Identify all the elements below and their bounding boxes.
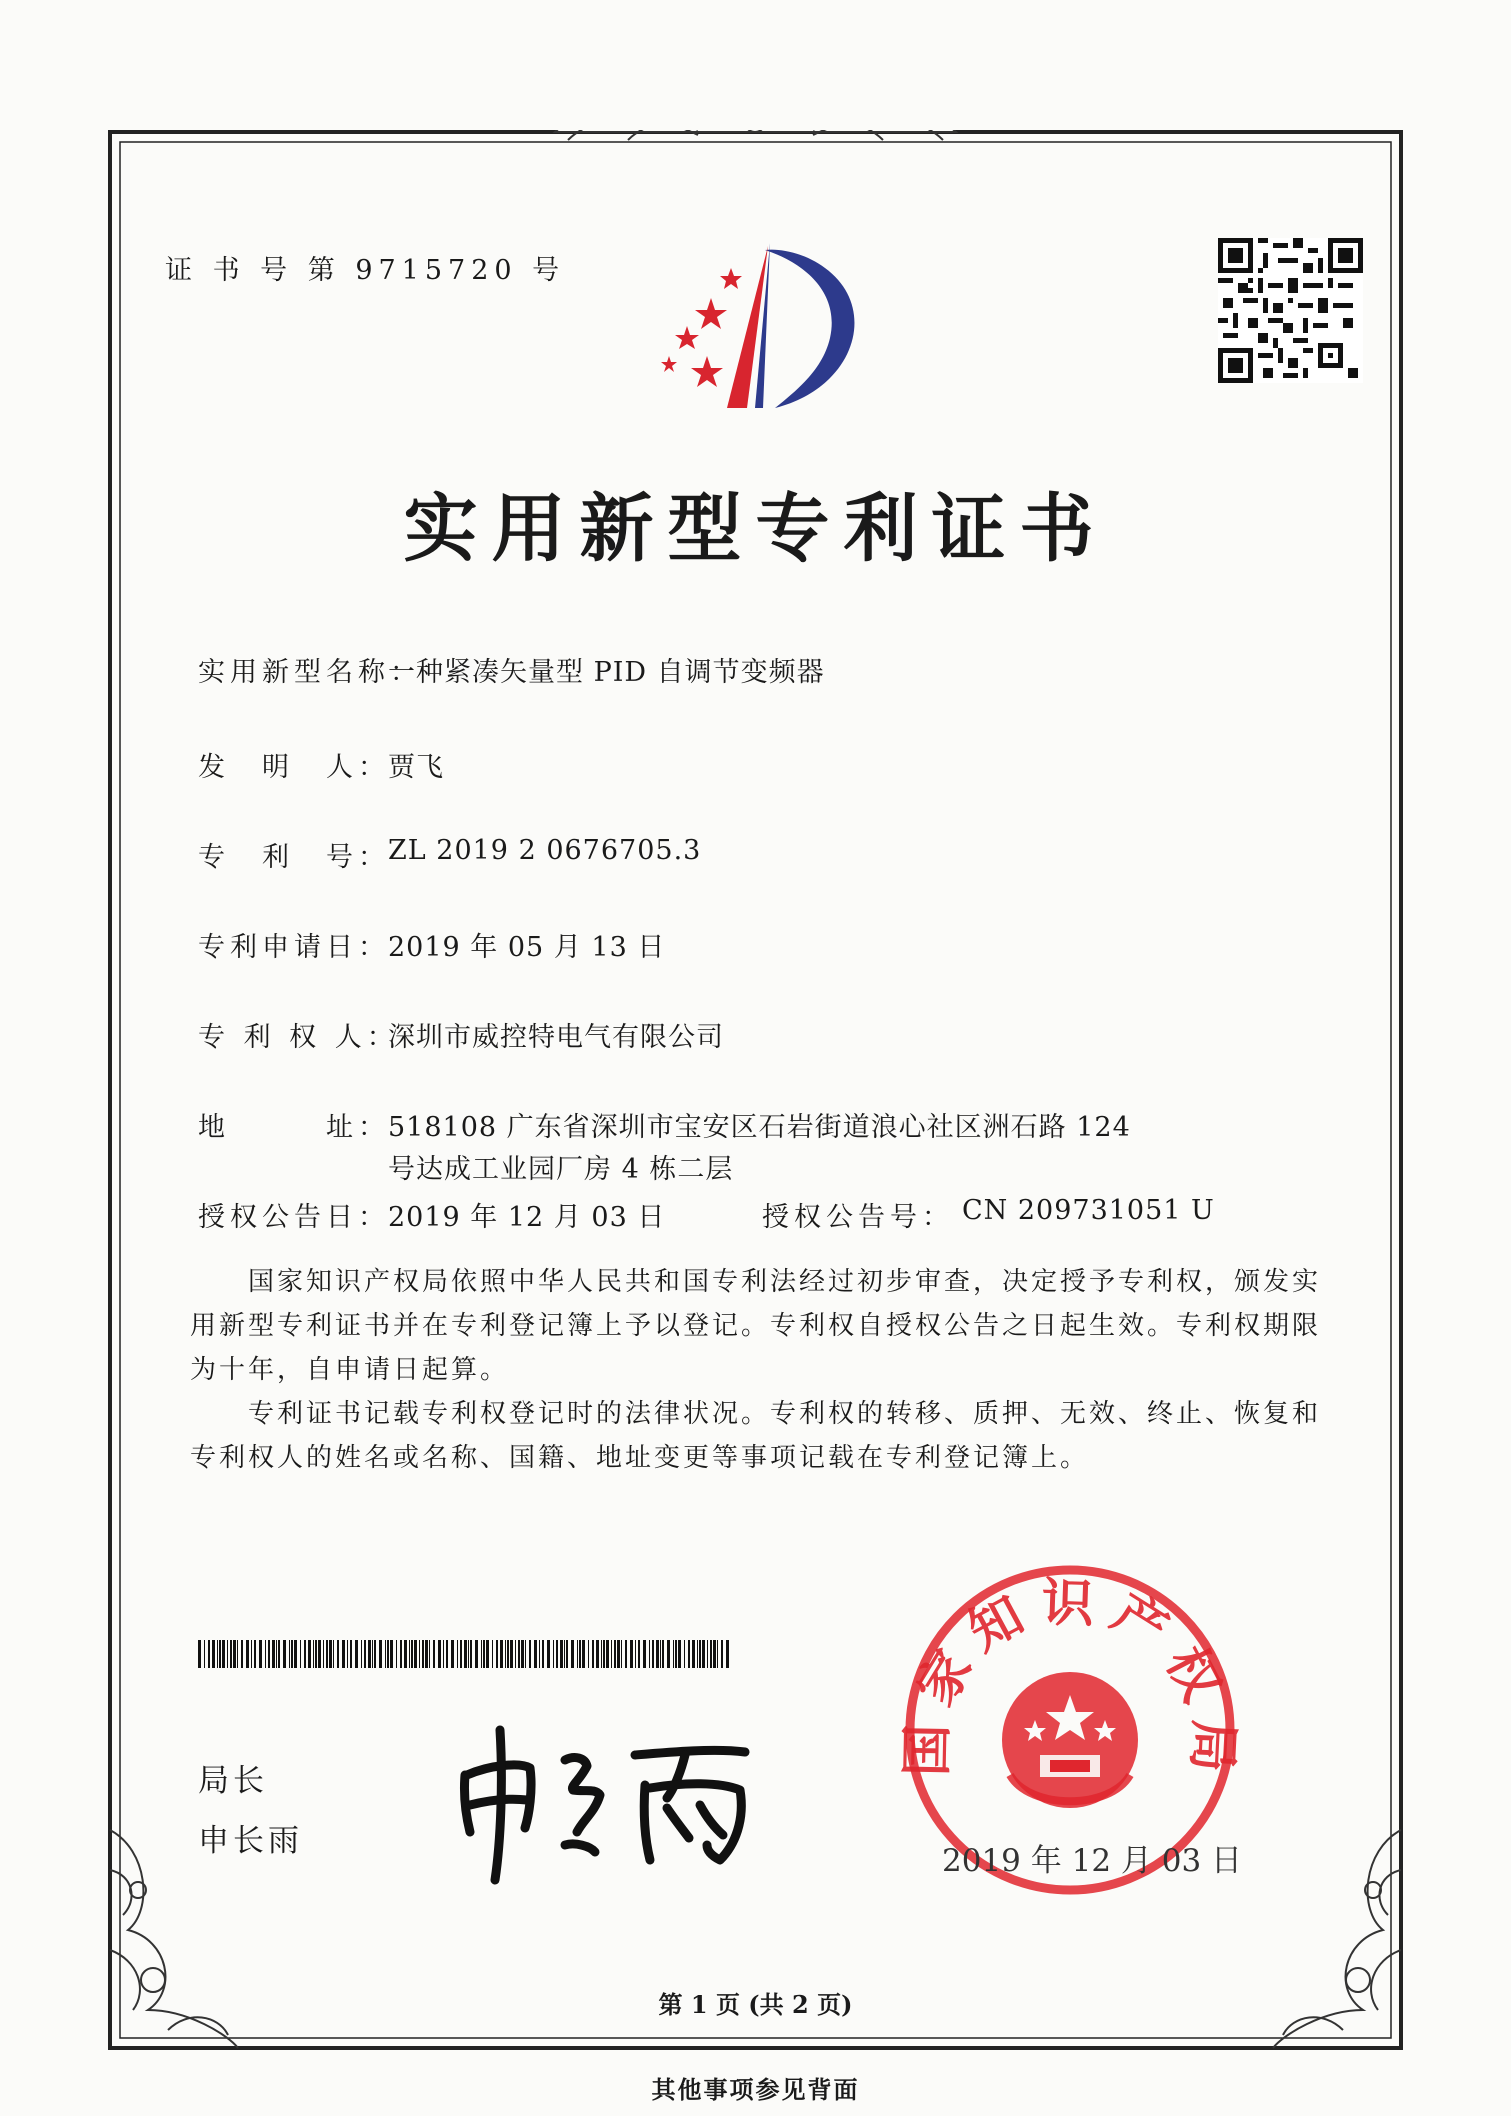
address-value-line1: 518108 广东省深圳市宝安区石岩街道浪心社区洲石路 124 [388, 1112, 1131, 1143]
cnipa-logo [655, 238, 885, 418]
signatory-name: 申长雨 [198, 1823, 303, 1859]
barcode-bar [566, 1640, 568, 1668]
barcode-bar [396, 1640, 397, 1668]
barcode-bar [577, 1640, 578, 1668]
grant-number-label: 授权公告号： [762, 1202, 954, 1233]
barcode-bar [481, 1640, 482, 1668]
barcode-bar [254, 1640, 256, 1668]
barcode-bar [596, 1640, 599, 1668]
barcode-bar [291, 1640, 293, 1668]
barcode-bar [379, 1640, 382, 1668]
star-icon [691, 356, 723, 387]
barcode-bar [635, 1640, 636, 1668]
barcode-bar [219, 1640, 221, 1668]
barcode-bar [721, 1640, 723, 1668]
barcode-bar [237, 1640, 238, 1668]
barcode-bar [621, 1640, 622, 1668]
barcode-bar [315, 1640, 317, 1668]
barcode-bar [222, 1640, 225, 1668]
certificate-title: 实用新型专利证书 [403, 486, 1108, 572]
barcode-bar [710, 1640, 712, 1668]
barcode-bar [241, 1640, 243, 1668]
barcode-bar [525, 1640, 526, 1668]
barcode-bar [588, 1640, 589, 1668]
barcode-bar [638, 1640, 640, 1668]
barcode-bar [564, 1640, 565, 1668]
barcode-bar [673, 1640, 674, 1668]
page-indicator: 第 1 页 (共 2 页) [658, 1990, 853, 2019]
patent-number-value: ZL 2019 2 0676705.3 [388, 835, 702, 866]
barcode-bar [409, 1640, 410, 1668]
barcode-bar [656, 1640, 659, 1668]
barcode-bar [404, 1640, 407, 1668]
barcode-bar [259, 1640, 262, 1668]
barcode-bar [534, 1640, 537, 1668]
barcode-bar [529, 1640, 531, 1668]
barcode-bar [414, 1640, 417, 1668]
filing-date-label: 专利申请日： [198, 932, 390, 963]
barcode-bar [707, 1640, 708, 1668]
barcode-bar [556, 1640, 558, 1668]
barcode-bar [227, 1640, 228, 1668]
barcode-bar [697, 1640, 698, 1668]
patent-number-label: 专 利 号： [198, 842, 390, 873]
barcode-bar [433, 1640, 435, 1668]
barcode-bar [411, 1640, 413, 1668]
barcode-bar [726, 1640, 729, 1668]
barcode-bar [468, 1640, 469, 1668]
barcode-bar [374, 1640, 376, 1668]
barcode-bar [289, 1640, 290, 1668]
barcode-bar [660, 1640, 661, 1668]
barcode-bar [333, 1640, 334, 1668]
barcode-bar [675, 1640, 677, 1668]
barcode-bar [486, 1640, 489, 1668]
seal-date: 2019 年 12 月 03 日 [942, 1843, 1243, 1879]
barcode-bar [372, 1640, 373, 1668]
barcode-bar [265, 1640, 266, 1668]
grant-date-value: 2019 年 12 月 03 日 [388, 1202, 666, 1233]
barcode-bar [510, 1640, 513, 1668]
barcode-bar [419, 1640, 420, 1668]
barcode-bar [208, 1640, 210, 1668]
barcode-bar [337, 1640, 339, 1668]
barcode-bar [606, 1640, 609, 1668]
handwritten-signature [445, 1720, 765, 1890]
barcode-bar [692, 1640, 695, 1668]
barcode-bar [350, 1640, 352, 1668]
star-icon [720, 268, 742, 289]
barcode-bar [475, 1640, 478, 1668]
barcode-bar [347, 1640, 348, 1668]
barcode-bar [614, 1640, 616, 1668]
barcode-bar [451, 1640, 454, 1668]
barcode-bar [460, 1640, 462, 1668]
barcode-bar [204, 1640, 205, 1668]
barcode-bar [601, 1640, 602, 1668]
barcode-bar [304, 1640, 306, 1668]
barcode-bar [443, 1640, 444, 1668]
barcode-bar [515, 1640, 516, 1668]
barcode-bar [678, 1640, 681, 1668]
barcode-bar [300, 1640, 301, 1668]
svg-text:国家知识产权局: 国家知识产权局 [900, 1572, 1240, 1788]
barcode-bar [542, 1640, 544, 1668]
barcode-bar [355, 1640, 358, 1668]
barcode-bar [217, 1640, 218, 1668]
barcode-bar [438, 1640, 441, 1668]
barcode-bar [662, 1640, 664, 1668]
barcode-bar [368, 1640, 371, 1668]
inventor-label: 发 明 人： [198, 752, 390, 783]
barcode-bar [684, 1640, 685, 1668]
barcode-bar [521, 1640, 524, 1668]
utility-model-name-label: 实用新型名称： [198, 657, 422, 688]
barcode-bar [276, 1640, 277, 1668]
barcode-bar [251, 1640, 252, 1668]
top-ornament [555, 130, 956, 140]
star-icon [695, 298, 727, 329]
barcode-bar [464, 1640, 467, 1668]
barcode [198, 1640, 730, 1668]
barcode-bar [643, 1640, 646, 1668]
body-paragraph: 国家知识产权局依照中华人民共和国专利法经过初步审查，决定授予专利权，颁发实用新型专利证书并在专利登记簿上予以登记。专利权自授权公告之日起生效。专利权期限为十年，自申请日起算。 [190, 1267, 1322, 1385]
barcode-bar [505, 1640, 506, 1668]
barcode-bar [547, 1640, 550, 1668]
barcode-bar [308, 1640, 311, 1668]
certificate-number: 证 书 号 第 9715720 号 [165, 255, 566, 286]
body-paragraph: 专利证书记载专利权登记时的法律状况。专利权的转移、质押、无效、终止、恢复和专利权人的姓名或名称、国籍、地址变更等事项记载在专利登记簿上。 [190, 1399, 1322, 1473]
barcode-bar [617, 1640, 620, 1668]
barcode-bar [625, 1640, 627, 1668]
barcode-bar [457, 1640, 458, 1668]
barcode-bar [500, 1640, 503, 1668]
barcode-bar [198, 1640, 201, 1668]
barcode-bar [318, 1640, 321, 1668]
barcode-bar [688, 1640, 690, 1668]
barcode-bar [553, 1640, 554, 1668]
barcode-bar [603, 1640, 605, 1668]
inventor-value: 贾飞 [388, 752, 444, 783]
barcode-bar [560, 1640, 563, 1668]
footer-note: 其他事项参见背面 [651, 2075, 860, 2104]
grant-date-label: 授权公告日： [198, 1202, 390, 1233]
barcode-bar [699, 1640, 701, 1668]
barcode-bar [212, 1640, 215, 1668]
star-icon [661, 356, 677, 372]
barcode-bar [364, 1640, 366, 1668]
barcode-bar [361, 1640, 362, 1668]
barcode-bar [611, 1640, 612, 1668]
barcode-bar [283, 1640, 286, 1668]
barcode-bar [702, 1640, 705, 1668]
barcode-bar [278, 1640, 280, 1668]
barcode-bar [233, 1640, 236, 1668]
barcode-bar [429, 1640, 430, 1668]
patentee-label: 专 利 权 人： [198, 1022, 399, 1053]
barcode-bar [230, 1640, 232, 1668]
barcode-bar [400, 1640, 402, 1668]
patentee-value: 深圳市威控特电气有限公司 [388, 1022, 724, 1053]
utility-model-name-value: 一种紧凑矢量型 PID 自调节变频器 [388, 657, 825, 688]
barcode-bar [323, 1640, 324, 1668]
qr-code [1218, 238, 1363, 383]
barcode-bar [342, 1640, 345, 1668]
barcode-bar [387, 1640, 389, 1668]
address-label: 地 址： [198, 1112, 390, 1143]
barcode-bar [326, 1640, 328, 1668]
barcode-bar [483, 1640, 485, 1668]
barcode-bar [425, 1640, 428, 1668]
address-value-line2: 号达成工业园厂房 4 栋二层 [388, 1154, 734, 1185]
barcode-bar [313, 1640, 314, 1668]
filing-date-value: 2019 年 05 月 13 日 [388, 932, 666, 963]
barcode-bar [667, 1640, 670, 1668]
barcode-bar [470, 1640, 472, 1668]
barcode-bar [329, 1640, 332, 1668]
barcode-bar [492, 1640, 493, 1668]
barcode-bar [649, 1640, 650, 1668]
barcode-bar [713, 1640, 716, 1668]
barcode-bar [652, 1640, 654, 1668]
barcode-bar [446, 1640, 448, 1668]
barcode-bar [571, 1640, 574, 1668]
barcode-bar [579, 1640, 581, 1668]
barcode-bar [592, 1640, 594, 1668]
barcode-bar [507, 1640, 509, 1668]
signatory-title: 局长 [198, 1763, 268, 1799]
star-icon [675, 326, 699, 349]
certificate-body [190, 1260, 1345, 1480]
barcode-bar [246, 1640, 249, 1668]
barcode-bar [268, 1640, 270, 1668]
barcode-bar [385, 1640, 386, 1668]
barcode-bar [390, 1640, 393, 1668]
barcode-bar [717, 1640, 718, 1668]
barcode-bar [272, 1640, 275, 1668]
barcode-bar [496, 1640, 498, 1668]
barcode-bar [294, 1640, 297, 1668]
barcode-bar [518, 1640, 520, 1668]
grant-number-value: CN 209731051 U [962, 1195, 1215, 1226]
barcode-bar [422, 1640, 424, 1668]
barcode-bar [630, 1640, 633, 1668]
barcode-bar [582, 1640, 585, 1668]
barcode-bar [539, 1640, 540, 1668]
